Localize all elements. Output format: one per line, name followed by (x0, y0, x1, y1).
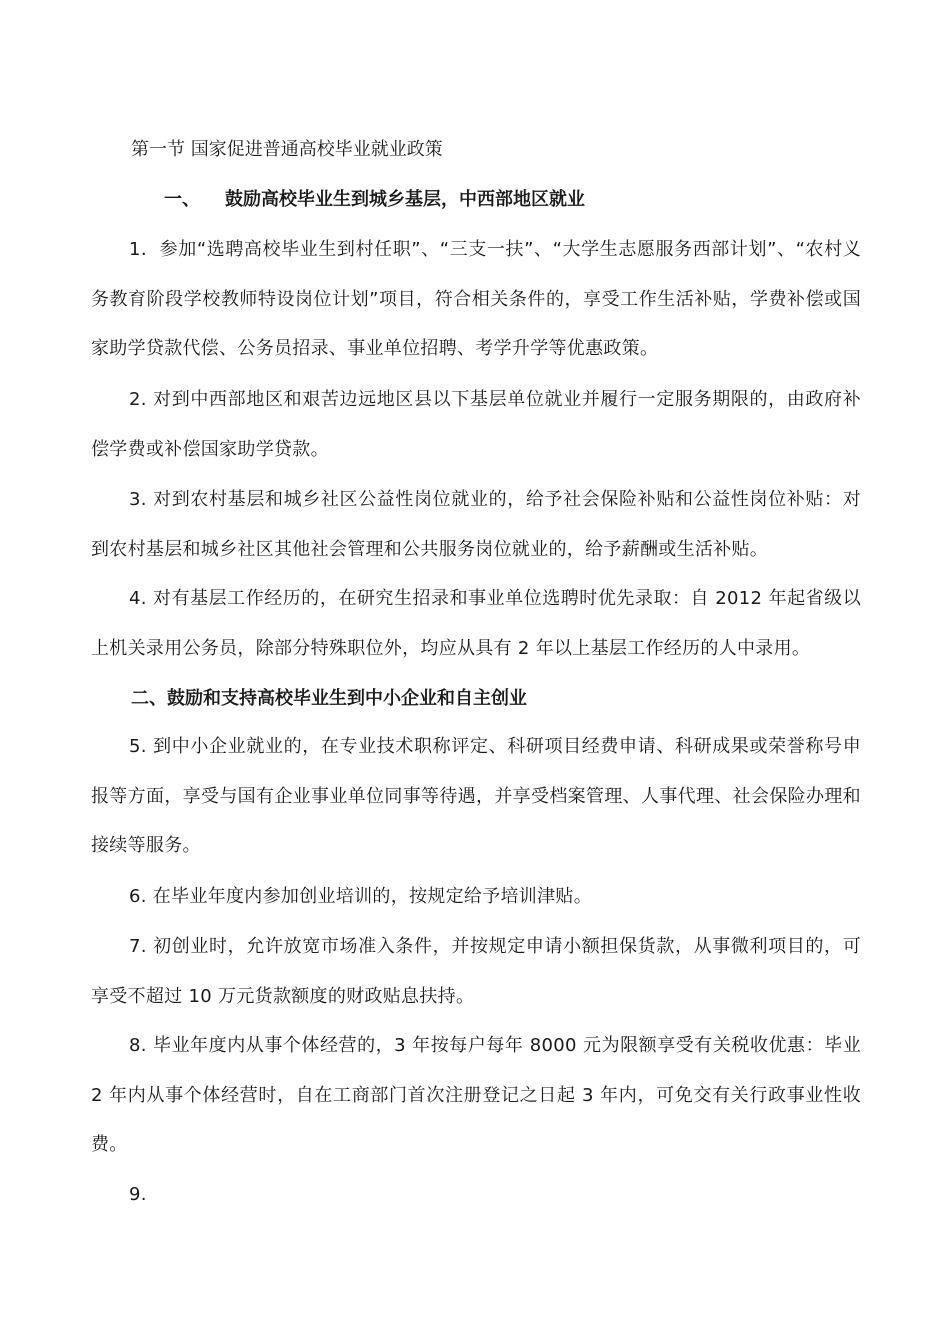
paragraph-4: 4. 对有基层工作经历的，在研究生招录和事业单位选聘时优先录取：自 2012 年起省级以上机关录用公务员，除部分特殊职位外，均应从具有 2 年以上基层工作经历的人中录用。 (91, 588, 861, 659)
paragraph-3: 3. 对到农村基层和城乡社区公益性岗位就业的，给予社会保险补贴和公益性岗位补贴：对到农村基层和城乡社区其他社会管理和公共服务岗位就业的，给予薪酬或生活补贴。 (91, 489, 861, 560)
heading-one (164, 188, 585, 212)
paragraph-2: 2. 对到中西部地区和艰苦边远地区县以下基层单位就业并履行一定服务期限的，由政府补偿学费或补偿国家助学贷款。 (91, 389, 861, 460)
paragraph-1: 1．参加“选聘高校毕业生到村任职”、“三支一扶”、“大学生志愿服务西部计划”、“农村义务教育阶段学校教师特设岗位计划”项目，符合相关条件的，享受工作生活补贴，学费补偿或国家助学贷款代偿、公务员招录、事业单位招聘、考学升学等优惠政策。 (91, 239, 861, 359)
heading-one-number: 一、 (164, 189, 200, 210)
paragraph-6: 6. 在毕业年度内参加创业培训的，按规定给予培训津贴。 (129, 886, 592, 907)
paragraph-7: 7. 初创业时，允许放宽市场准入条件，并按规定申请小额担保货款，从事微利项目的，可享受不超过 10 万元货款额度的财政贴息扶持。 (91, 936, 861, 1007)
section-title: 第一节 国家促进普通高校毕业就业政策 (131, 139, 443, 160)
paragraph-8: 8. 毕业年度内从事个体经营的，3 年按每户每年 8000 元为限额享受有关税收优惠：毕业 2 年内从事个体经营时，自在工商部门首次注册登记之日起 3 年内，可免交有关行政事业性收费。 (91, 1035, 861, 1155)
paragraph-5: 5. 到中小企业就业的，在专业技术职称评定、科研项目经费申请、科研成果或荣誉称号申报等方面，享受与国有企业事业单位同事等待遇，并享受档案管理、人事代理、社会保险办理和接续等服务。 (91, 736, 861, 856)
paragraph-9: 9. (129, 1184, 147, 1205)
heading-two: 二、鼓励和支持高校毕业生到中小企业和自主创业 (131, 688, 527, 709)
heading-one-text: 鼓励高校毕业生到城乡基层，中西部地区就业 (225, 189, 585, 210)
